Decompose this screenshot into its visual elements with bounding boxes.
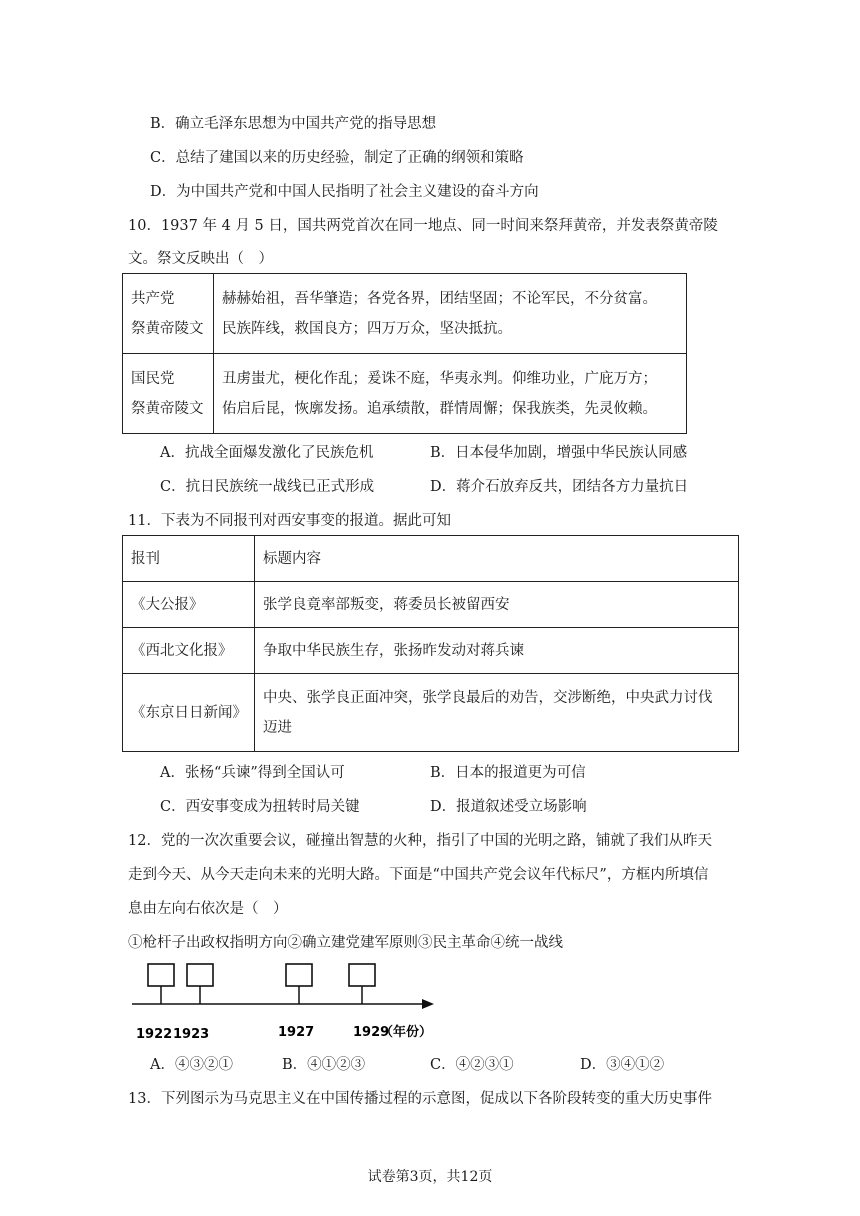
- q12-option-b: B．④①②③: [282, 1057, 366, 1073]
- timeline-box: [349, 964, 375, 986]
- table-row: [123, 628, 739, 674]
- q11-header-content: 标题内容: [255, 536, 739, 582]
- timeline-box: [148, 964, 174, 986]
- q10-table-row: [123, 354, 687, 434]
- q11-paper: 《东京日日新闻》: [123, 674, 255, 752]
- timeline-arrow: [422, 999, 434, 1009]
- q11-option-c: C．西安事变成为扭转时局关键: [160, 799, 360, 815]
- q12-option-d: D．③④①②: [580, 1057, 665, 1073]
- page-footer: 试卷第3页，共12页: [367, 1169, 493, 1185]
- q12-stem-line3: 息由左向右依次是（ ）: [128, 901, 288, 917]
- q10-option-a: A．抗战全面爆发激化了民族危机: [160, 445, 374, 461]
- table-row: [123, 674, 739, 752]
- q9-option-d: D．为中国共产党和中国人民指明了社会主义建设的奋斗方向: [150, 184, 539, 200]
- timeline-year: 1929: [353, 1025, 390, 1040]
- q10-option-c: C．抗日民族统一战线已正式形成: [160, 479, 375, 495]
- q9-option-b: B．确立毛泽东思想为中国共产党的指导思想: [150, 116, 437, 132]
- q11-option-a: A．张杨“兵谏”得到全国认可: [160, 765, 345, 781]
- q10-table-row: [123, 274, 687, 354]
- timeline-marker-1929: [349, 964, 375, 1004]
- q10-row-label: 共产党 祭黄帝陵文: [123, 274, 214, 354]
- q11-header-paper: 报刊: [123, 536, 255, 582]
- q13-stem: 13．下列图示为马克思主义在中国传播过程的示意图，促成以下各阶段转变的重大历史事件: [128, 1091, 712, 1107]
- timeline-year: 1927: [278, 1025, 315, 1040]
- table-row: [123, 582, 739, 628]
- timeline-unit: （年份）: [380, 1025, 433, 1040]
- q11-paper: 《西北文化报》: [123, 628, 255, 674]
- timeline-year: 1923: [173, 1027, 210, 1042]
- q11-stem: 11．下表为不同报刊对西安事变的报道。据此可知: [128, 513, 451, 529]
- q12-stem-line1: 12．党的一次次重要会议，碰撞出智慧的火种，指引了中国的光明之路，铺就了我们从昨天: [128, 833, 712, 849]
- q12-option-a: A．④③②①: [150, 1057, 233, 1073]
- timeline-marker-1927: [286, 964, 312, 1004]
- q9-option-c: C．总结了建国以来的历史经验，制定了正确的纲领和策略: [150, 150, 524, 166]
- q11-content: 张学良竟率部叛变，蒋委员长被留西安: [255, 582, 739, 628]
- q12-items: ①枪杆子出政权指明方向②确立建党建军原则③民主革命④统一战线: [128, 935, 563, 951]
- q10-option-d: D．蒋介石放弃反共，团结各方力量抗日: [430, 479, 689, 495]
- timeline-box: [187, 964, 213, 986]
- q10-row-label: 国民党 祭黄帝陵文: [123, 354, 214, 434]
- q12-option-c: C．④②③①: [430, 1057, 514, 1073]
- q10-table: [122, 273, 687, 434]
- q11-content: 争取中华民族生存，张扬昨发动对蒋兵谏: [255, 628, 739, 674]
- timeline-marker-1922: [148, 964, 174, 1004]
- q10-stem-line1: 10．1937 年 4 月 5 日，国共两党首次在同一地点、同一时间来祭拜黄帝，并发表祭黄帝陵: [128, 218, 718, 234]
- q10-option-b: B．日本侵华加剧，增强中华民族认同感: [430, 445, 688, 461]
- q12-stem-line2: 走到今天、从今天走向未来的光明大路。下面是“中国共产党会议年代标尺”，方框内所填信: [128, 867, 709, 883]
- q11-option-b: B．日本的报道更为可信: [430, 765, 586, 781]
- q10-row-text: 赫赫始祖，吾华肇造；各党各界，团结坚固；不论军民，不分贫富。 民族阵线，救国良方；四万万众，坚决抵抗。: [214, 274, 687, 354]
- q11-content: 中央、张学良正面冲突，张学良最后的劝告，交涉断绝，中央武力讨伐 迈进: [255, 674, 739, 752]
- q11-table-header: [123, 536, 739, 582]
- q10-stem-line2: 文。祭文反映出（ ）: [128, 251, 273, 267]
- q11-table: [122, 535, 739, 752]
- timeline-diagram: [128, 955, 458, 1050]
- timeline-marker-1923: [187, 964, 213, 1004]
- q10-row-text: 丑虏蚩尤，梗化作乱；爰诛不庭，华夷永判。仰维功业，广庇万方； 佑启后昆，恢廓发扬。追承绩散，群情周懈；保我族类，先灵攸赖。: [214, 354, 687, 434]
- timeline-box: [286, 964, 312, 986]
- timeline-year: 1922: [136, 1027, 173, 1042]
- q11-paper: 《大公报》: [123, 582, 255, 628]
- q11-option-d: D．报道叙述受立场影响: [430, 799, 587, 815]
